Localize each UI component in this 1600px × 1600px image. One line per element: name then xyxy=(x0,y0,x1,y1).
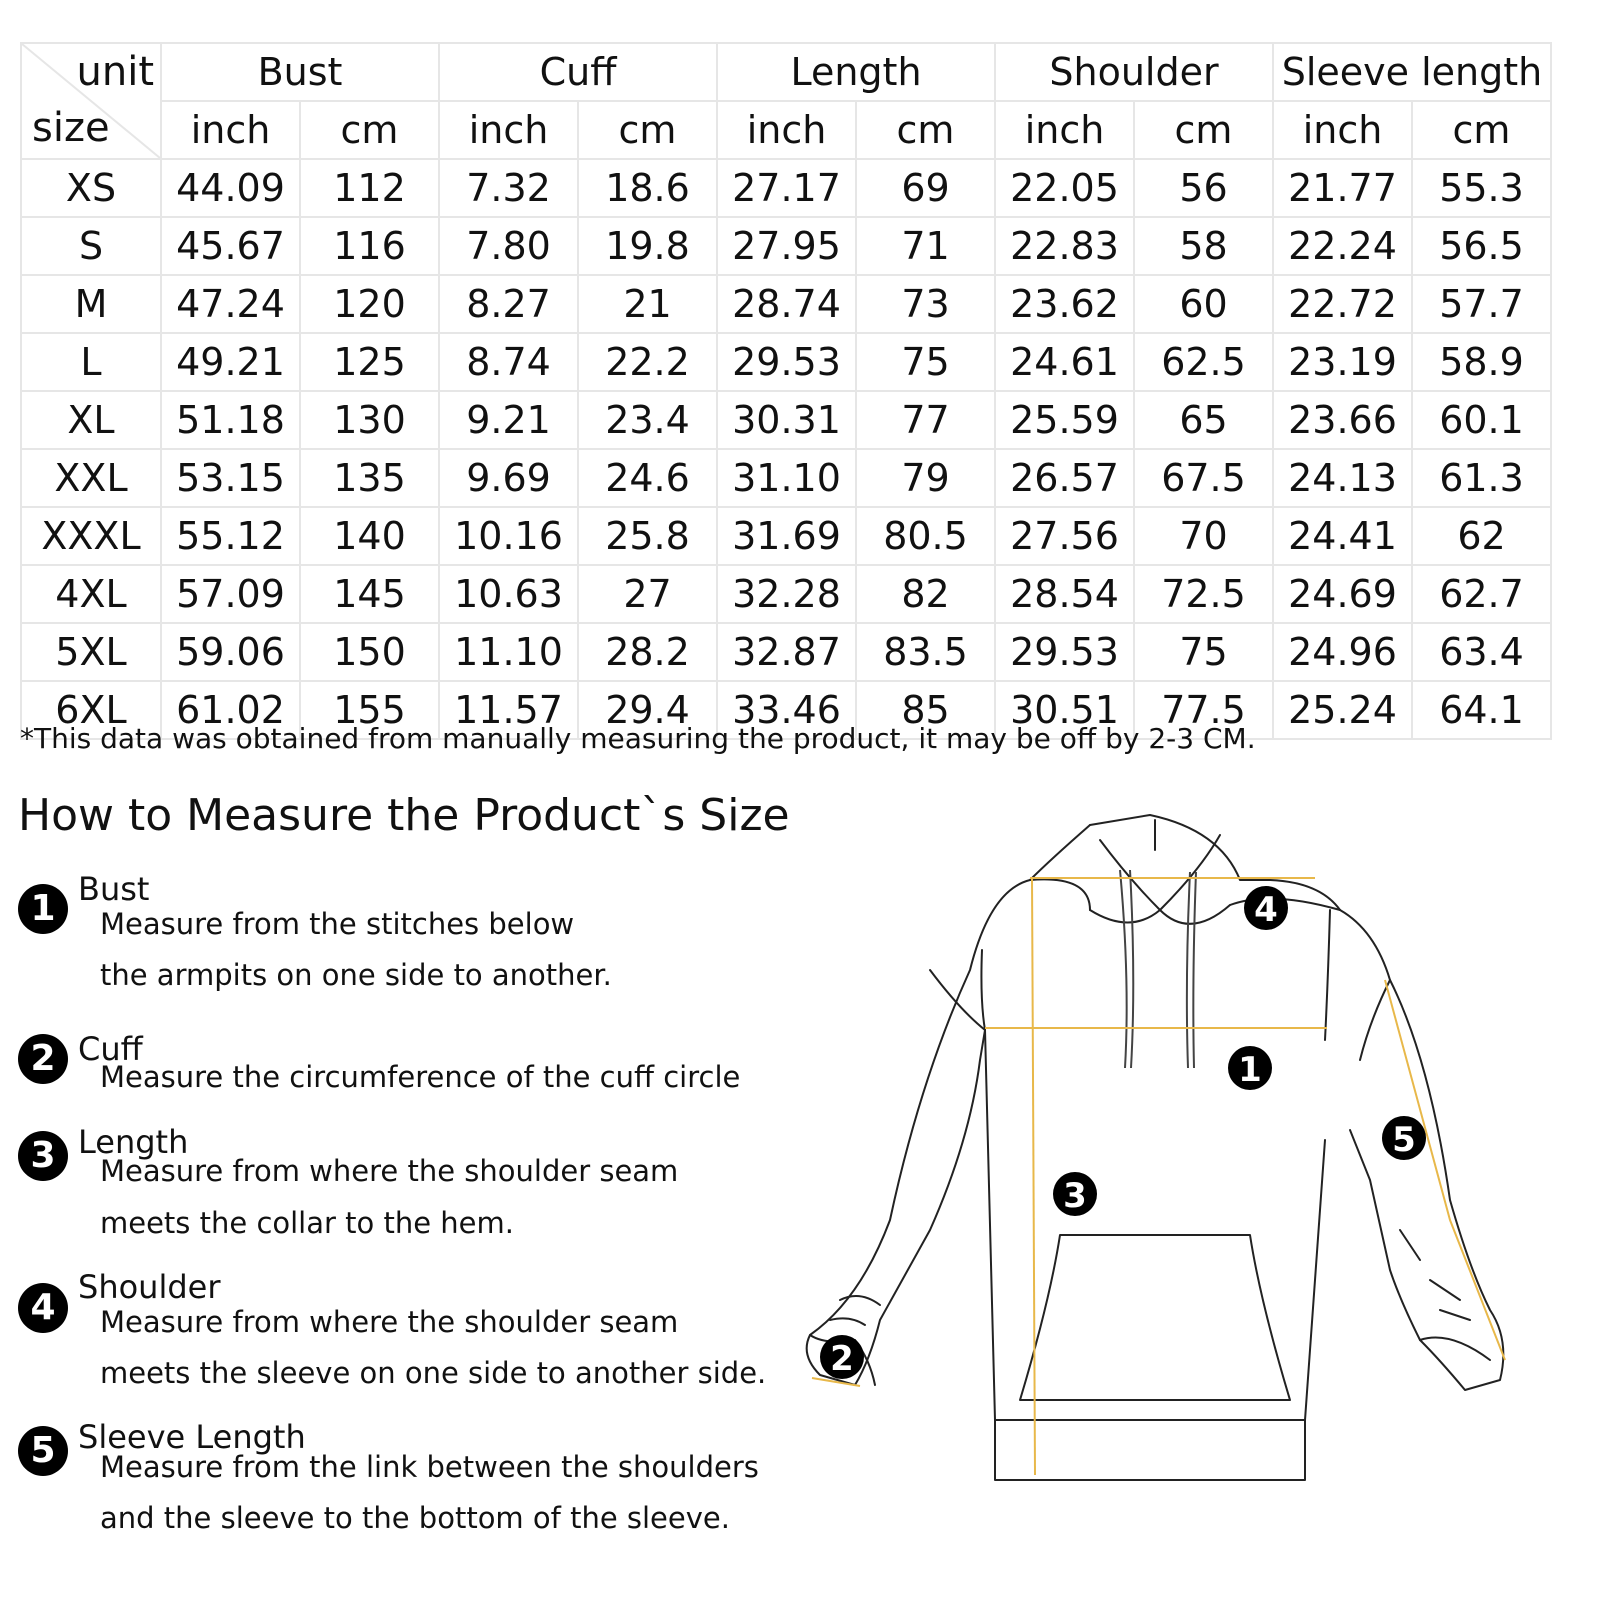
table-cell: 60 xyxy=(1134,275,1273,333)
table-cell: 28.54 xyxy=(995,565,1134,623)
table-cell: 79 xyxy=(856,449,995,507)
table-cell: 57.7 xyxy=(1412,275,1551,333)
hoodie-diagram xyxy=(800,800,1560,1520)
measurement-guides xyxy=(812,878,1505,1475)
table-cell: 145 xyxy=(300,565,439,623)
table-cell: 23.66 xyxy=(1273,391,1412,449)
table-cell: 25.59 xyxy=(995,391,1134,449)
table-cell: 25.24 xyxy=(1273,681,1412,739)
size-label-cell: XXL xyxy=(21,449,161,507)
size-label-cell: 5XL xyxy=(21,623,161,681)
table-cell: 10.63 xyxy=(439,565,578,623)
marker-four-label: 4 xyxy=(1254,890,1278,930)
number-three-icon: 3 xyxy=(18,1131,68,1181)
table-cell: 29.53 xyxy=(717,333,856,391)
step-description: meets the collar to the hem. xyxy=(100,1206,514,1240)
table-cell: 27.95 xyxy=(717,217,856,275)
step-description: Measure from the stitches below xyxy=(100,907,575,941)
number-five-icon: 5 xyxy=(18,1426,68,1476)
table-cell: 120 xyxy=(300,275,439,333)
table-cell: 8.27 xyxy=(439,275,578,333)
subheader-cell: cm xyxy=(578,101,717,159)
size-label-cell: XL xyxy=(21,391,161,449)
step-title: Bust xyxy=(78,870,150,908)
table-cell: 30.31 xyxy=(717,391,856,449)
table-cell: 47.24 xyxy=(161,275,300,333)
size-label-cell: XS xyxy=(21,159,161,217)
table-cell: 23.62 xyxy=(995,275,1134,333)
table-cell: 22.2 xyxy=(578,333,717,391)
table-cell: 44.09 xyxy=(161,159,300,217)
table-cell: 60.1 xyxy=(1412,391,1551,449)
table-cell: 67.5 xyxy=(1134,449,1273,507)
table-cell: 24.13 xyxy=(1273,449,1412,507)
subheader-cell: inch xyxy=(161,101,300,159)
table-cell: 55.3 xyxy=(1412,159,1551,217)
table-cell: 27 xyxy=(578,565,717,623)
table-row xyxy=(21,507,1551,565)
table-cell: 27.56 xyxy=(995,507,1134,565)
size-label-cell: S xyxy=(21,217,161,275)
marker-five-label: 5 xyxy=(1392,1120,1416,1160)
table-cell: 62.5 xyxy=(1134,333,1273,391)
table-cell: 75 xyxy=(856,333,995,391)
table-cell: 80.5 xyxy=(856,507,995,565)
number-four-icon: 4 xyxy=(18,1283,68,1333)
table-cell: 58 xyxy=(1134,217,1273,275)
table-cell: 22.83 xyxy=(995,217,1134,275)
step-title: Shoulder xyxy=(78,1268,221,1306)
table-row xyxy=(21,391,1551,449)
table-cell: 32.87 xyxy=(717,623,856,681)
table-cell: 26.57 xyxy=(995,449,1134,507)
table-cell: 49.21 xyxy=(161,333,300,391)
table-cell: 24.69 xyxy=(1273,565,1412,623)
table-cell: 77.5 xyxy=(1134,681,1273,739)
table-cell: 62.7 xyxy=(1412,565,1551,623)
step-title: Cuff xyxy=(78,1030,143,1068)
table-cell: 55.12 xyxy=(161,507,300,565)
subheader-cell: inch xyxy=(717,101,856,159)
table-cell: 135 xyxy=(300,449,439,507)
marker-three-label: 3 xyxy=(1063,1176,1087,1216)
table-row xyxy=(21,275,1551,333)
table-cell: 25.8 xyxy=(578,507,717,565)
subheader-cell: cm xyxy=(856,101,995,159)
how-to-measure-title: How to Measure the Product`s Size xyxy=(18,790,790,841)
table-cell: 18.6 xyxy=(578,159,717,217)
subheader-cell: cm xyxy=(1134,101,1273,159)
table-cell: 24.96 xyxy=(1273,623,1412,681)
table-cell: 29.4 xyxy=(578,681,717,739)
table-cell: 56.5 xyxy=(1412,217,1551,275)
group-header-cuff: Cuff xyxy=(439,43,717,101)
table-cell: 31.10 xyxy=(717,449,856,507)
table-cell: 23.19 xyxy=(1273,333,1412,391)
size-label-cell: L xyxy=(21,333,161,391)
table-cell: 63.4 xyxy=(1412,623,1551,681)
table-cell: 64.1 xyxy=(1412,681,1551,739)
table-cell: 116 xyxy=(300,217,439,275)
table-cell: 24.61 xyxy=(995,333,1134,391)
measurement-note: *This data was obtained from manually measuring the product, it may be off by 2-3 CM. xyxy=(20,722,1256,755)
table-row xyxy=(21,217,1551,275)
table-cell: 65 xyxy=(1134,391,1273,449)
subheader-cell: inch xyxy=(995,101,1134,159)
table-cell: 29.53 xyxy=(995,623,1134,681)
table-cell: 73 xyxy=(856,275,995,333)
table-row xyxy=(21,159,1551,217)
table-cell: 21 xyxy=(578,275,717,333)
table-row xyxy=(21,623,1551,681)
table-row xyxy=(21,565,1551,623)
table-cell: 82 xyxy=(856,565,995,623)
step-description: meets the sleeve on one side to another side. xyxy=(100,1356,767,1390)
subheader-cell: inch xyxy=(439,101,578,159)
table-cell: 24.6 xyxy=(578,449,717,507)
step-description: Measure from the link between the shoulders xyxy=(100,1450,759,1484)
corner-size-label: size xyxy=(32,105,110,151)
table-cell: 70 xyxy=(1134,507,1273,565)
table-cell: 10.16 xyxy=(439,507,578,565)
corner-header-cell xyxy=(21,43,161,159)
table-cell: 58.9 xyxy=(1412,333,1551,391)
table-row xyxy=(21,333,1551,391)
group-header-bust: Bust xyxy=(161,43,439,101)
table-cell: 125 xyxy=(300,333,439,391)
table-cell: 32.28 xyxy=(717,565,856,623)
table-cell: 11.57 xyxy=(439,681,578,739)
step-description: Measure from where the shoulder seam xyxy=(100,1305,679,1339)
table-cell: 7.80 xyxy=(439,217,578,275)
table-cell: 72.5 xyxy=(1134,565,1273,623)
table-cell: 27.17 xyxy=(717,159,856,217)
step-description: Measure the circumference of the cuff circle xyxy=(100,1060,741,1094)
table-cell: 11.10 xyxy=(439,623,578,681)
number-two-icon: 2 xyxy=(18,1034,68,1084)
table-cell: 59.06 xyxy=(161,623,300,681)
corner-unit-label: unit xyxy=(76,49,154,95)
step-description: the armpits on one side to another. xyxy=(100,958,612,992)
table-cell: 71 xyxy=(856,217,995,275)
table-row xyxy=(21,449,1551,507)
table-cell: 7.32 xyxy=(439,159,578,217)
table-cell: 85 xyxy=(856,681,995,739)
number-one-icon: 1 xyxy=(18,884,68,934)
table-cell: 62 xyxy=(1412,507,1551,565)
size-label-cell: XXXL xyxy=(21,507,161,565)
table-cell: 51.18 xyxy=(161,391,300,449)
group-header-sleeve-length: Sleeve length xyxy=(1273,43,1551,101)
group-header-length: Length xyxy=(717,43,995,101)
table-cell: 22.05 xyxy=(995,159,1134,217)
marker-two-label: 2 xyxy=(830,1339,854,1379)
table-cell: 83.5 xyxy=(856,623,995,681)
marker-one-label: 1 xyxy=(1238,1050,1262,1090)
size-label-cell: 6XL xyxy=(21,681,161,739)
table-cell: 69 xyxy=(856,159,995,217)
step-description: Measure from where the shoulder seam xyxy=(100,1154,679,1188)
table-cell: 56 xyxy=(1134,159,1273,217)
table-cell: 30.51 xyxy=(995,681,1134,739)
table-cell: 8.74 xyxy=(439,333,578,391)
length-guide-line xyxy=(1032,878,1035,1475)
table-cell: 28.2 xyxy=(578,623,717,681)
table-cell: 130 xyxy=(300,391,439,449)
table-cell: 150 xyxy=(300,623,439,681)
table-cell: 23.4 xyxy=(578,391,717,449)
table-cell: 31.69 xyxy=(717,507,856,565)
group-header-shoulder: Shoulder xyxy=(995,43,1273,101)
table-cell: 75 xyxy=(1134,623,1273,681)
subheader-cell: cm xyxy=(300,101,439,159)
table-cell: 61.3 xyxy=(1412,449,1551,507)
table-cell: 61.02 xyxy=(161,681,300,739)
table-cell: 77 xyxy=(856,391,995,449)
subheader-cell: inch xyxy=(1273,101,1412,159)
drawstrings xyxy=(1120,870,1196,1068)
table-cell: 9.21 xyxy=(439,391,578,449)
table-cell: 28.74 xyxy=(717,275,856,333)
table-cell: 22.72 xyxy=(1273,275,1412,333)
table-cell: 9.69 xyxy=(439,449,578,507)
step-description: and the sleeve to the bottom of the sleeve. xyxy=(100,1501,730,1535)
step-title: Sleeve Length xyxy=(78,1418,306,1456)
size-chart-table xyxy=(20,42,1552,740)
table-cell: 57.09 xyxy=(161,565,300,623)
step-title: Length xyxy=(78,1123,189,1161)
size-table-body xyxy=(21,159,1551,739)
table-cell: 53.15 xyxy=(161,449,300,507)
table-cell: 33.46 xyxy=(717,681,856,739)
size-label-cell: M xyxy=(21,275,161,333)
table-cell: 45.67 xyxy=(161,217,300,275)
table-cell: 112 xyxy=(300,159,439,217)
size-label-cell: 4XL xyxy=(21,565,161,623)
table-cell: 24.41 xyxy=(1273,507,1412,565)
subheader-cell: cm xyxy=(1412,101,1551,159)
table-cell: 21.77 xyxy=(1273,159,1412,217)
table-cell: 155 xyxy=(300,681,439,739)
table-cell: 140 xyxy=(300,507,439,565)
table-cell: 19.8 xyxy=(578,217,717,275)
table-cell: 22.24 xyxy=(1273,217,1412,275)
